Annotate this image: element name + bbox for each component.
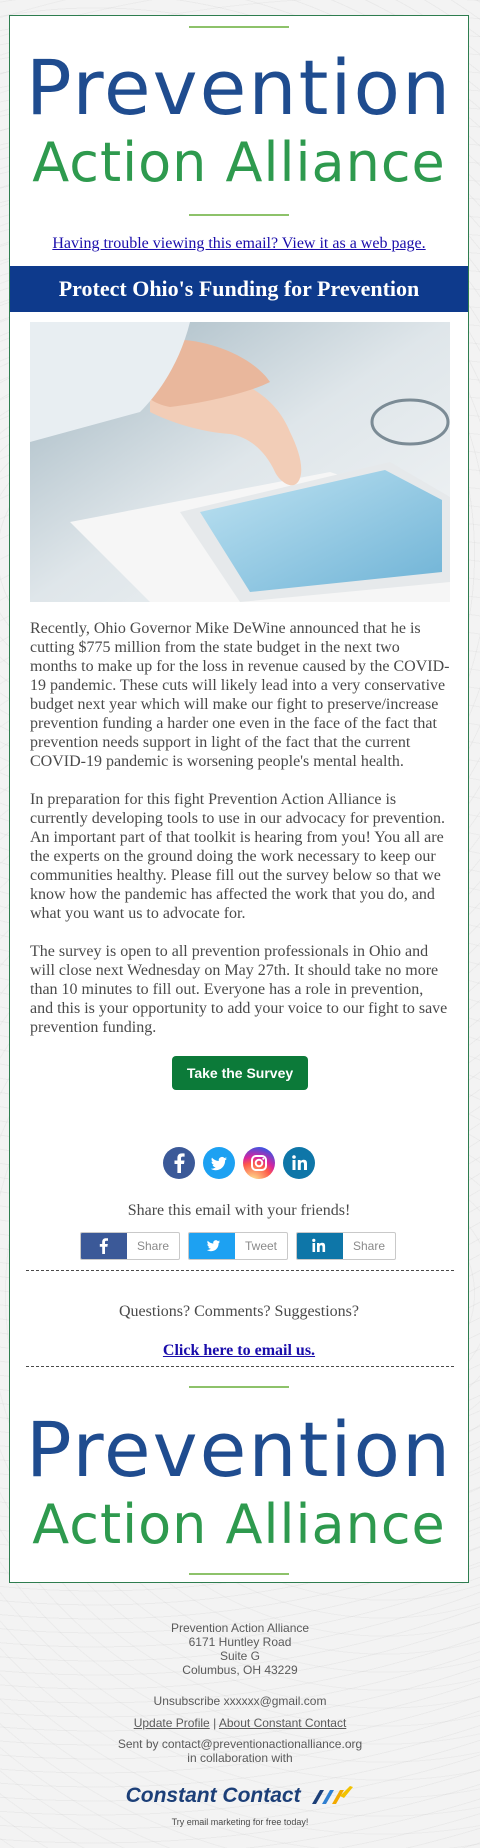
hero-image bbox=[30, 322, 450, 602]
facebook-icon bbox=[81, 1233, 127, 1259]
linkedin-icon bbox=[297, 1233, 343, 1259]
email-us-link[interactable]: Click here to email us. bbox=[162, 1342, 316, 1359]
view-as-web-page-link[interactable]: Having trouble viewing this email? View it as a web page. bbox=[52, 235, 426, 252]
about-constant-contact-link[interactable]: About Constant Contact bbox=[218, 1716, 347, 1730]
footer-logo-top-divider bbox=[189, 1386, 289, 1388]
twitter-tweet-button[interactable] bbox=[188, 1232, 288, 1260]
footer-links bbox=[0, 1716, 480, 1730]
footer-unsubscribe bbox=[0, 1694, 480, 1708]
footer-logo-prevention: Prevention bbox=[25, 1405, 453, 1494]
footer-address-line2: Suite G bbox=[219, 1649, 261, 1663]
divider-top bbox=[26, 1270, 454, 1271]
paragraph-3: The survey is open to all prevention professionals in Ohio and will close next Wednesday on May 27th. It should take no more than 10 minutes to fill out. Everyone has a role in prevention, and this is your opportunity to add your voice to our fight to save prevention funding. bbox=[30, 943, 448, 1036]
social-follow-icons bbox=[10, 1147, 468, 1179]
share-title: Share this email with your friends! bbox=[127, 1202, 351, 1219]
paragraph-2: In preparation for this fight Prevention Action Alliance is currently developing tools to use in our advocacy for prevention. An important part of that toolkit is hearing from you! You all are the experts on the ground doing the work necessary to keep our communities healthy. Please fill out the survey below so that we know how the pandemic has affected the work that you do, and what you want us to advocate for. bbox=[30, 791, 445, 922]
linkedin-share-button[interactable] bbox=[296, 1232, 396, 1260]
hand-tablet-illustration bbox=[30, 322, 450, 602]
update-profile-link[interactable]: Update Profile bbox=[133, 1716, 210, 1730]
instagram-icon[interactable] bbox=[243, 1147, 275, 1179]
footer-address bbox=[0, 1621, 480, 1677]
logo-prevention: Prevention bbox=[25, 43, 453, 132]
collaboration-text: in collaboration with bbox=[187, 1751, 293, 1765]
footer-address-line1: 6171 Huntley Road bbox=[188, 1635, 292, 1649]
footer-logo-bottom-divider bbox=[189, 1573, 289, 1575]
constant-contact-tagline[interactable]: Try email marketing for free today! bbox=[171, 1817, 309, 1827]
footer-org: Prevention Action Alliance bbox=[170, 1621, 310, 1635]
banner-title: Protect Ohio's Funding for Prevention bbox=[10, 266, 468, 312]
share-buttons bbox=[80, 1232, 400, 1260]
footer-logo-action-alliance: Action Alliance bbox=[32, 1493, 446, 1556]
constant-contact-wordmark: Constant Contact bbox=[125, 1784, 301, 1807]
twitter-icon[interactable] bbox=[203, 1147, 235, 1179]
footer-link-separator: | bbox=[213, 1716, 217, 1730]
twitter-icon bbox=[189, 1233, 235, 1259]
email-card bbox=[9, 15, 469, 1583]
facebook-share-button[interactable] bbox=[80, 1232, 180, 1260]
logo-action-alliance: Action Alliance bbox=[32, 131, 446, 194]
tweet-label: Tweet bbox=[244, 1239, 277, 1253]
unsubscribe-email: xxxxxx@gmail.com bbox=[223, 1694, 327, 1708]
facebook-icon[interactable] bbox=[163, 1147, 195, 1179]
share-label: Share bbox=[136, 1239, 170, 1253]
unsubscribe-link[interactable]: Unsubscribe bbox=[153, 1694, 221, 1708]
top-divider bbox=[189, 26, 289, 28]
constant-contact-logo[interactable] bbox=[0, 1784, 480, 1808]
footer-city: Columbus, OH 43229 bbox=[182, 1663, 298, 1677]
share-label: Share bbox=[352, 1239, 386, 1253]
logo-divider bbox=[189, 214, 289, 216]
divider-bottom bbox=[26, 1366, 454, 1367]
sent-by-text: Sent by contact@preventionactionalliance.org bbox=[117, 1737, 363, 1751]
questions-text: Questions? Comments? Suggestions? bbox=[119, 1303, 359, 1320]
take-survey-button[interactable]: Take the Survey bbox=[172, 1056, 308, 1090]
constant-contact-swoosh-icon bbox=[310, 1784, 354, 1808]
footer-sent-by bbox=[0, 1737, 480, 1765]
paragraph-1: Recently, Ohio Governor Mike DeWine announced that he is cutting $775 million from the state budget in the next two months to make up for the loss in revenue caused by the COVID-19 pandemic. These cuts will likely lead into a very conservative budget next year which will make our fight to preserve/increase prevention funding a harder one even in the face of the fact that prevention needs support in light of the fact that the current COVID-19 pandemic is worsening people's mental health. bbox=[30, 620, 450, 770]
linkedin-icon[interactable] bbox=[283, 1147, 315, 1179]
